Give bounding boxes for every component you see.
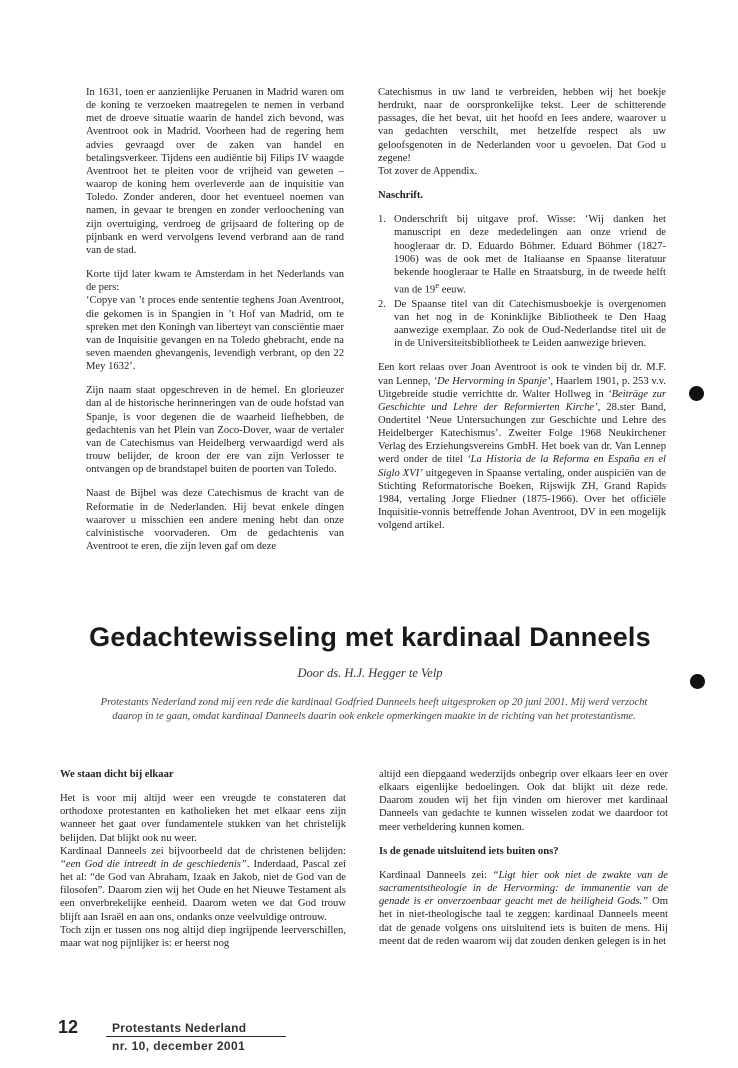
margin-dot-icon	[689, 386, 704, 401]
book-title: ‘De Hervorming in Spanje’	[433, 375, 551, 387]
paragraph: Een kort relaas over Joan Aventroot is ook te vinden bij dr. M.F. van Lennep, ‘De Hervorming in Spanje’, Haarlem 1901, p. 253 v.v. Uitgebreide studie verrichtte dr. Walter Hollweg in ‘Beiträge zur Geschichte und Lehre der Reformierten Kirche’, 28.ster Band, Ondertitel ‘Neue Untersuchungen zur Geschichte und Lehre des Heidelberger Katechismus’. Zweiter Folge 1968 Neukirchener Verlag des Erziehungsvereins GmbH. Het boek van dr. Van Lennep werd onder de titel ‘La Historia de la Reforma en España en el Siglo XVI’ uitgegeven in Spaanse vertaling, onder auspiciën van de Stichting Reformatorische Boeken, Rijswijk ZH, Grand Rapids 1984, vertaling Jorge Fliedner (1875-1966). Over het officiële Inquisitie-vonnis betreffende Johan Aventroot, DV in een mogelijk volgend artikel.	[378, 362, 666, 532]
paragraph: Kardinaal Danneels zei: “Ligt hier ook niet de zwakte van de sacramentstheologie in de Hervorming: de immanentie van de genade is er onverzoenbaar geacht met de heiligheid Gods.” Om het in niet-theologische taal te zeggen: kardinaal Danneels meent dat de genade volgens ons uitsluitend iets is buiten de mens. Hij meent dat de reden waarom wij dat zouden denken gelegen is in het	[379, 869, 668, 947]
paragraph: In 1631, toen er aanzienlijke Peruanen in Madrid waren om de koning te verzoeken maatregelen te nemen in verband met de droeve situatie waarin de handel zich bevond, was Aventroot ook in Madrid. Voorheen had de regering hem advies gevraagd over de zaken van handel en betalingsverkeer. Tijdens een audiëntie bij Filips IV waagde Aventroot het te pleiten voor de vrijheid van geweten – waarop de koning hem overleverde aan de inquisitie van Toledo. Zonder anderen, door het eventueel noemen van namen, in gevaar te brengen en zonder verloochening van zijn overtuiging, verdroeg de grijsaard de foltering op de pijnbank en werd vervolgens levend verbrand aan de rand van de stad.	[86, 87, 344, 256]
appendix-end: Tot zover de Appendix.	[378, 165, 478, 177]
right-column-bottom	[379, 768, 668, 948]
paragraph: altijd een diepgaand wederzijds onbegrip over elkaars leer en over elkaars eigenlijke bedoelingen. Ook dat blijkt uit deze rede. Daarom zouden wij het fijn vinden om hierover met kardinaal Danneels van gedachte te kunnen wisselen zodat we daardoor tot meer verheldering kunnen komen.	[379, 769, 668, 833]
footnote-item: 2. De Spaanse titel van dit Catechismusboekje is overgenomen van het nog in de Koninklijke Bibliotheek te Den Haag aanwezige exemplaar. Zo ook de Oud-Nederlandse titel uit de in de Universiteitsbibliotheek te Leiden aanwezige brieven.	[378, 298, 666, 350]
paragraph: Naast de Bijbel was deze Catechismus de kracht van de Reformatie in de Nederlanden. Hij bevat enkele dingen waarover u misschien een andere mening hebt dan onze calvinistische voorvaderen. Om de gedachtenis van Aventroot te eren, die zijn leven gaf om deze	[86, 488, 344, 552]
quote: “een God die intreedt in de geschiedenis”	[60, 858, 247, 870]
margin-dot-icon	[690, 674, 705, 689]
article-title: Gedachtewisseling met kardinaal Danneels	[89, 622, 651, 652]
paragraph: Kardinaal Danneels zei bijvoorbeeld dat de christenen belijden: “een God die intreedt in de geschiedenis”. Inderdaad, Pascal zei het al: “de God van Abraham, Izaak en Jakob, niet de God van de filosofen”. Daarom zien wij het Oude en het Nieuwe Testament als een onverbrekelijke eenheid. Daarom weten we dat God trouw blijft aan Israël en aan ons, ondanks onze veelvuldige ontrouw.	[60, 845, 346, 923]
paragraph: Catechismus in uw land te verbreiden, hebben wij het boekje herdrukt, naar de oorspronkelijke tekst. Leer de schitterende passages, die het bevat, uit het hoofd en lees andere, waarover u van gedachten verschilt, met hetzelfde respect als uw geloofsgenoten in de Nederlanden voor u gevoelen. Dat God u zegene! Tot zover de Appendix.	[378, 87, 666, 177]
paragraph	[86, 268, 344, 373]
historical-quote: ‘Copye van ’t proces ende sententie teghens Joan Aventroot, die gekomen is in Spangien in ’t Hof van Madrid, om te spreken met den Koningh van liberteyt van consciëntie maer van de Inquisitie gevangen en na Toledo ghebracht, ende na seven maenden ghevangenis, levendigh verbrant, op den 22 Mey 1632’.	[86, 295, 344, 373]
footer-issue: nr. 10, december 2001	[112, 1039, 246, 1053]
footnote-item: 1. Onderschrift bij uitgave prof. Wisse: ‘Wij danken het manuscript en deze mededelingen aan onze vriend de hoogleraar dr. D. Eduardo Böhmer. Eduard Böhmer (1827-1906) was de ook met de Italiaanse en Spaanse literatuur bekende hoogleraar te Halle en Straatsburg, in de tweede helft van de 19e eeuw.	[378, 214, 666, 296]
left-column-top	[86, 86, 344, 564]
article-intro: Protestants Nederland zond mij een rede die kardinaal Godfried Danneels heeft uitgesproken op 20 juni 2001. Mij werd verzocht daarop in te gaan, omdat kardinaal Danneels daarin ook enkele opmerkingen maakte in de richting van het protestantisme.	[100, 697, 648, 722]
section-heading: Is de genade uitsluitend iets buiten ons?	[379, 845, 559, 857]
left-column-bottom	[60, 768, 346, 950]
superscript: e	[435, 280, 440, 291]
footer-divider	[106, 1036, 286, 1037]
quote: “Ligt hier ook niet de zwakte van de sacramentstheologie in de Hervorming: de immanentie van de genade is er onverzoenbaar geacht met de heiligheid Gods.”	[379, 869, 668, 908]
paragraph: Zijn naam staat opgeschreven in de hemel. En glorieuzer dan al de historische herinneringen van de oude hofstad van Spanje, is voor degenen die de waarheid liefhebben, de gedachtenis van het Plein van Zoco-Dover, waar de vertaler van de Catechismus van Heidelberg verwaardigd werd als trouw belijder, de kroon der ere van zijn Verlosser te ontvangen op de brandstapel buiten de poorten van Toledo.	[86, 385, 344, 476]
paragraph: Toch zijn er tussen ons nog altijd diep ingrijpende leerverschillen, maar wat nog pijnlijker is: er heerst nog	[60, 924, 346, 949]
article-byline: Door ds. H.J. Hegger te Velp	[297, 666, 443, 680]
book-title: ‘Beiträge zur Geschichte und Lehre der Reformierten Kirche’	[378, 388, 666, 413]
naschrift-heading: Naschrift.	[378, 190, 424, 202]
paragraph-intro: Korte tijd later kwam te Amsterdam in het Nederlands van de pers:	[86, 269, 344, 294]
footer-magazine-name: Protestants Nederland	[112, 1021, 247, 1035]
paragraph: Het is voor mij altijd weer een vreugde te constateren dat orthodoxe protestanten en katholieken het met elkaar eens zijn wanneer het gaat over fundamentele stukken van het christelijk belijden. Dat blijkt ook nu weer.	[60, 793, 346, 844]
page-number: 12	[58, 1017, 79, 1037]
footnote-number: 1.	[378, 214, 386, 226]
footnote-list	[378, 213, 666, 350]
book-title: ‘La Historia de la Reforma en España en el Siglo XVI’	[378, 454, 666, 479]
section-heading: We staan dicht bij elkaar	[60, 769, 174, 780]
right-column-top	[378, 86, 666, 543]
footnote-number: 2.	[378, 298, 386, 310]
